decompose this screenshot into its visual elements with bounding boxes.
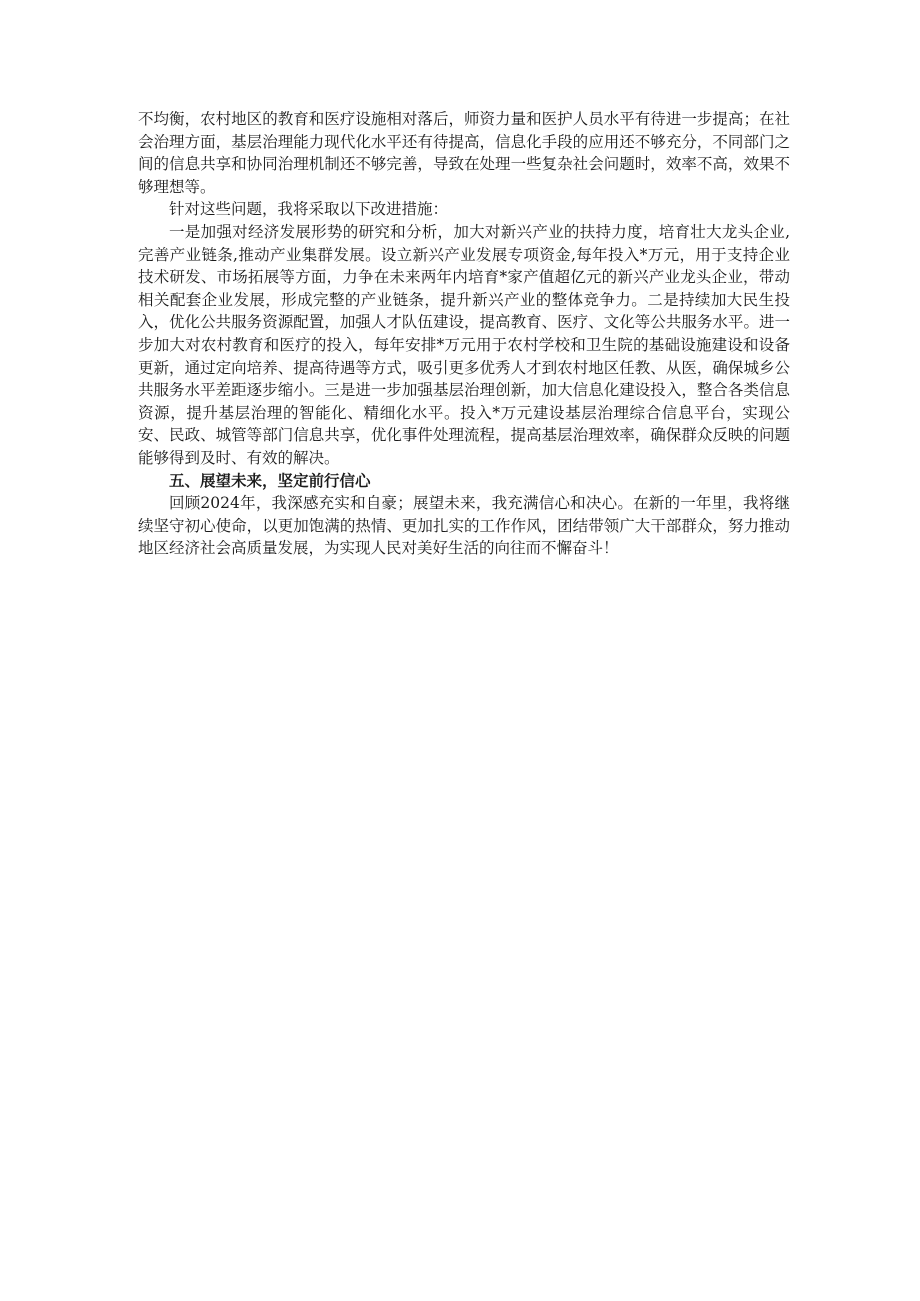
section-heading-outlook: 五、展望未来，坚定前行信心	[169, 470, 371, 490]
paragraph-problems-continued: 不均衡，农村地区的教育和医疗设施相对落后，师资力量和医护人员水平有待进一步提高；在社会治理方面，基层治理能力现代化水平还有待提高，信息化手段的应用还不够充分，不同部门之间的信息共享和协同治理机制还不够完善，导致在处理一些复杂社会问题时，效率不高，效果不够理想等。	[138, 110, 790, 196]
document-body	[138, 108, 790, 560]
paragraph-improvement-intro: 针对这些问题，我将采取以下改进措施：	[169, 200, 449, 219]
paragraph-outlook: 回顾2024年，我深感充实和自豪；展望未来，我充满信心和决心。在新的一年里，我将继续坚守初心使命，以更加饱满的热情、更加扎实的工作作风，团结带领广大干部群众，努力推动地区经济社会高质量发展，为实现人民对美好生活的向往而不懈奋斗！	[138, 494, 790, 558]
paragraph-improvement-measures: 一是加强对经济发展形势的研究和分析，加大对新兴产业的扶持力度，培育壮大龙头企业,完善产业链条,推动产业集群发展。设立新兴产业发展专项资金,每年投入*万元，用于支持企业技术研发、市场拓展等方面，力争在未来两年内培育*家产值超亿元的新兴产业龙头企业，带动相关配套企业发展，形成完整的产业链条，提升新兴产业的整体竞争力。二是持续加大民生投入，优化公共服务资源配置，加强人才队伍建设，提高教育、医疗、文化等公共服务水平。进一步加大对农村教育和医疗的投入，每年安排*万元用于农村学校和卫生院的基础设施建设和设备更新，通过定向培养、提高待遇等方式，吸引更多优秀人才到农村地区任教、从医，确保城乡公共服务水平差距逐步缩小。三是进一步加强基层治理创新，加大信息化建设投入，整合各类信息资源，提升基层治理的智能化、精细化水平。投入*万元建设基层治理综合信息平台，实现公安、民政、城管等部门信息共享，优化事件处理流程，提高基层治理效率，确保群众反映的问题能够得到及时、有效的解决。	[138, 222, 790, 467]
